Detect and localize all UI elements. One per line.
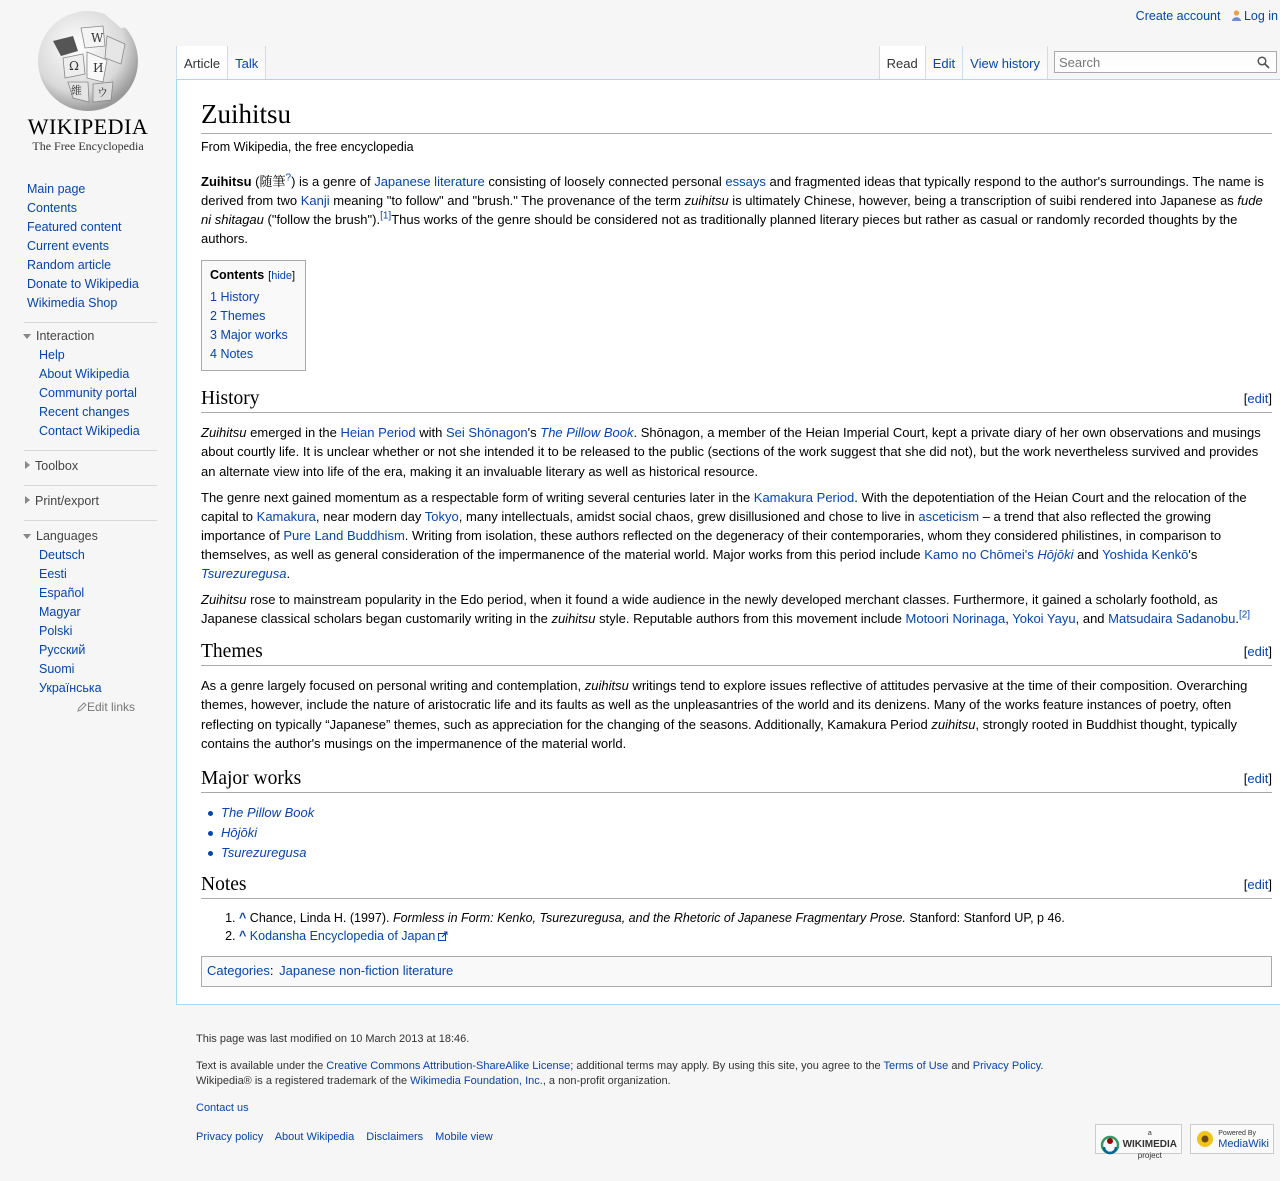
text: , strongly rooted in Buddhist thought, typically contains the author's musings on the impermanence of the material world. (201, 716, 1238, 751)
toc-number: 1 (210, 290, 217, 305)
nav-item[interactable] (0, 237, 176, 256)
kanji-help-link[interactable]: ? (285, 172, 292, 184)
link-kamo-no-chomei-hojoki[interactable] (924, 547, 1073, 562)
category-links (201, 956, 1272, 987)
text: ("follow the brush"). (263, 212, 381, 228)
user-icon (1232, 10, 1241, 21)
wikimedia-logo-icon (1100, 1135, 1120, 1155)
heading-text: Major works (201, 767, 302, 789)
svg-text:И: И (93, 61, 104, 75)
tab-view-history[interactable]: View history (962, 46, 1048, 80)
toc-item-history[interactable] (210, 288, 295, 307)
lang-deutsch[interactable]: Deutsch (39, 548, 85, 562)
text: a (1147, 1130, 1152, 1137)
toc-hide-toggle: [hide] (268, 270, 296, 283)
svg-text:Ω: Ω (69, 59, 79, 73)
section-heading-notes (201, 871, 1272, 899)
puzzle-globe-icon (33, 6, 143, 116)
create-account-link[interactable]: Create account (1135, 9, 1221, 23)
toc-label: Themes (220, 309, 266, 324)
link-kanji[interactable]: Kanji (300, 193, 330, 209)
footer-privacy-policy[interactable]: Privacy policy (196, 1131, 264, 1143)
toc-hide-link[interactable]: hide (271, 270, 293, 283)
section-edit-link[interactable]: edit (1247, 876, 1269, 892)
footer-about-wikipedia[interactable]: About Wikipedia (274, 1131, 355, 1143)
text: emerged in the (246, 425, 341, 441)
toc-number: 2 (210, 309, 217, 324)
text: with (415, 425, 446, 441)
heading-text: History (201, 388, 260, 410)
section-edit-link[interactable]: edit (1247, 391, 1269, 407)
text: Text is available under the (196, 1060, 327, 1072)
text: . With the depotentiation of the Heian Court and the relocation of the capital to (201, 489, 1247, 524)
content-area (176, 79, 1280, 1005)
toc-title (210, 268, 295, 282)
section-edit: [edit] (1243, 391, 1272, 407)
bold-term: Zuihitsu (201, 174, 252, 189)
svg-text:W: W (91, 31, 104, 45)
heading-text: Themes (201, 641, 263, 663)
text: , near modern day (315, 508, 425, 524)
section-edit: [edit] (1243, 644, 1272, 660)
text: , (1005, 611, 1013, 627)
nav-wikimedia-shop[interactable]: Wikimedia Shop (27, 296, 118, 310)
text: WIKIMEDIA (1122, 1139, 1178, 1150)
toc-item-themes[interactable] (210, 307, 295, 326)
italic-term: zuihitsu (931, 716, 976, 732)
lang-espanol[interactable]: Español (39, 586, 85, 600)
portal-printexport-heading: Print/export (35, 494, 99, 508)
portal-interaction-toggle[interactable] (0, 326, 157, 346)
pencil-icon (77, 702, 87, 712)
section-heading-history (201, 385, 1272, 413)
nav-about-wikipedia[interactable]: About Wikipedia (39, 367, 130, 381)
text: and fragmented ideas that typically respond to the author's surroundings. The name is derived from two (201, 174, 1264, 209)
link-yoshida-kenko[interactable]: Yoshida Kenkō (1102, 546, 1189, 562)
toc-number: 4 (210, 347, 217, 362)
mediawiki-badge-label (1218, 1128, 1269, 1150)
interaction-list (24, 346, 157, 441)
tab-read[interactable]: Read (879, 46, 925, 80)
navigation-list (0, 180, 176, 313)
text: . Writing from isolation, these authors reflected on the degeneracy of their contemporaries, whom they considered philistines, in comparison to themselves, as well as general consideration of the impermanence of the material world. Major works from this period include (201, 527, 1222, 562)
expand-triangle-icon (25, 461, 30, 469)
nav-item[interactable] (0, 218, 176, 237)
portal-toolbox-heading: Toolbox (35, 459, 79, 473)
toc-number: 3 (210, 328, 217, 343)
link-terms-of-use[interactable]: Terms of Use (883, 1060, 949, 1072)
portal-interaction (24, 322, 157, 441)
tab-edit[interactable]: Edit (925, 46, 962, 80)
backlink-caret[interactable]: ^ (239, 928, 247, 943)
toc-label: Major works (220, 328, 288, 343)
italic-term: fude ni shitagau (201, 193, 1263, 228)
list-item[interactable]: Hōjōki (221, 823, 1272, 843)
log-in-link[interactable] (1232, 9, 1278, 23)
list-item[interactable]: Tsurezuregusa (221, 843, 1272, 863)
lang-russian[interactable]: Русский (39, 643, 86, 657)
license-text (196, 1059, 1276, 1074)
nav-main-page[interactable]: Main page (27, 182, 86, 196)
powered-by-mediawiki-badge[interactable] (1190, 1124, 1274, 1154)
logo-tagline: The Free Encyclopedia (32, 139, 144, 153)
toc-item-notes[interactable] (210, 345, 295, 364)
nav-contact-wikipedia[interactable]: Contact Wikipedia (39, 424, 140, 438)
text: style. Reputable authors from this movement include (595, 611, 906, 627)
section-edit-link[interactable]: edit (1247, 644, 1269, 660)
link-text: Kamo no Chōmei's (924, 546, 1038, 562)
reference-1[interactable]: [1] (380, 210, 392, 222)
link-tsurezuregusa[interactable]: Tsurezuregusa (201, 566, 287, 582)
search-input[interactable] (1055, 52, 1253, 72)
text: . Shōnagon, a member of the Heian Imperial Court, kept a private diary of her own observations and musings about courtly life. It is unclear whether or not she intended it to be released to the public (sections of the work suggest that she did not), but the work nevertheless survived and provides an alternate view into life of the era, making it an invaluable literary as well as historical resource. (201, 425, 1261, 479)
toc-item-major-works[interactable] (210, 326, 295, 345)
trademark-text (196, 1074, 1276, 1089)
link-matsudaira-sadanobu[interactable]: Matsudaira Sadanobu (1108, 611, 1236, 627)
nav-item[interactable] (0, 275, 176, 294)
text: – a trend that also reflected the growing importance of (201, 508, 1212, 543)
section-edit: [edit] (1243, 876, 1272, 892)
nav-community-portal[interactable]: Community portal (39, 386, 137, 400)
text: , a non-profit organization. (542, 1075, 671, 1087)
link-kamakura-period[interactable]: Kamakura Period (753, 489, 855, 505)
text: 's (1188, 546, 1198, 562)
link-the-pillow-book[interactable]: The Pillow Book (540, 425, 634, 441)
intro-paragraph: Zuihitsu (随筆?) is a genre of Japanese literature consisting of loosely connected personal essays and fragmented ideas that typically respond to the author's surroundings. The name is derived from two Kanji meaning "to follow" and "brush." The provenance of the term zuihitsu is ultimately Chinese, however, being a transcription of suibi rendered into Japanese as fude ni shitagau ("follow the brush").[1]Thus works of the genre should be considered not as traditionally planned literary pieces but rather as casual or randomly recorded thoughts by the authors. (201, 172, 1264, 247)
list-item[interactable]: The Pillow Book (221, 803, 1272, 823)
contact-row (196, 1101, 1276, 1116)
nav-featured-content[interactable]: Featured content (27, 220, 122, 234)
wikimedia-badge-label (1123, 1128, 1177, 1161)
site-sub: From Wikipedia, the free encyclopedia (201, 140, 414, 154)
log-in-label: Log in (1243, 9, 1278, 23)
italic-title: Formless in Form: Kenko, Tsurezuregusa, and the Rhetoric of Japanese Fragmentary Prose. (392, 910, 906, 925)
edit-links[interactable] (0, 698, 157, 717)
contact-us-link[interactable]: Contact us (196, 1102, 249, 1114)
italic-term: zuihitsu (584, 678, 629, 694)
text: ; additional terms may apply. By using this site, you agree to the (570, 1060, 884, 1072)
wikipedia-logo[interactable] (0, 0, 176, 160)
portal-interaction-heading: Interaction (36, 329, 95, 343)
text: writings tend to explore issues reflective of attitudes pervasive at the time of their composition. Overarching themes, however, include the nature of aristocratic life and its faults as well as the unpleasantries of the world and its denizens. Many of the works feature instances of poetry, often reflecting on typically “Japanese” themes, such as appreciation for the changing of the seasons. Additionally, Kamakura Period (201, 678, 1248, 732)
text: : (269, 962, 274, 978)
nav-item[interactable] (0, 180, 176, 199)
text: MediaWiki (1218, 1138, 1269, 1150)
portal-printexport-toggle[interactable] (0, 491, 157, 511)
lang-magyar[interactable]: Magyar (39, 605, 81, 619)
link-pure-land-buddhism[interactable]: Pure Land Buddhism (283, 527, 405, 543)
nav-item[interactable] (0, 294, 176, 313)
lang-ukrainian[interactable]: Українська (39, 681, 102, 695)
history-paragraph-1 (201, 423, 1272, 480)
lang-suomi[interactable]: Suomi (39, 662, 75, 676)
text: Wikipedia® is a registered trademark of the (196, 1075, 411, 1087)
nav-contents[interactable]: Contents (27, 201, 78, 215)
nav-item[interactable] (0, 256, 176, 275)
major-works-list (201, 803, 1272, 863)
footer-icons (1091, 1124, 1274, 1160)
sidebar (0, 180, 176, 717)
themes-paragraph (201, 676, 1272, 752)
lang-polski[interactable]: Polski (39, 624, 73, 638)
page-title: Zuihitsu (201, 98, 1272, 134)
portal-languages (24, 520, 157, 717)
link-japanese-literature[interactable]: Japanese literature (374, 174, 485, 189)
link-heian-period[interactable]: Heian Period (340, 425, 416, 441)
table-of-contents (201, 260, 306, 371)
link-privacy-policy[interactable]: Privacy Policy (972, 1060, 1041, 1072)
text: As a genre largely focused on personal writing and contemplation, (201, 678, 585, 694)
collapse-triangle-icon (23, 334, 31, 339)
collapse-triangle-icon (23, 534, 31, 539)
namespace-tabs (176, 46, 266, 80)
history-paragraph-3 (201, 590, 1272, 628)
text: is ultimately Chinese, however, being a transcription of suibi rendered into Japanese as (728, 193, 1238, 209)
text: consisting of loosely connected personal (484, 174, 726, 189)
tab-article[interactable]: Article (176, 46, 227, 80)
text: , many intellectuals, amidst social chaos, grew disillusioned and chose to live in (458, 508, 919, 524)
search-box (1054, 51, 1277, 73)
languages-list (24, 546, 157, 698)
text: 's (527, 425, 541, 441)
footer-mobile-view[interactable]: Mobile view (435, 1131, 493, 1143)
heading-text: Notes (201, 873, 247, 895)
text: meaning "to follow" and "brush." The provenance of the term (329, 193, 685, 209)
link-motoori-norinaga[interactable]: Motoori Norinaga (905, 611, 1006, 627)
text: . (1235, 611, 1239, 627)
portal-printexport (24, 485, 157, 511)
last-modified: This page was last modified on 10 March 2013 at 18:46. (196, 1033, 470, 1045)
nav-recent-changes[interactable]: Recent changes (39, 405, 130, 419)
text: . (1040, 1060, 1044, 1072)
section-heading-themes (201, 638, 1272, 666)
link-sei-shonagon[interactable]: Sei Shōnagon (445, 425, 528, 441)
italic-term: Zuihitsu (201, 592, 247, 608)
section-heading-major-works (201, 765, 1272, 793)
text: project (1137, 1151, 1162, 1160)
portal-languages-toggle[interactable] (0, 526, 157, 546)
nav-help[interactable]: Help (39, 348, 65, 362)
logo-wordmark: WIKIPEDIA (27, 114, 149, 139)
link-kamakura[interactable]: Kamakura (256, 508, 316, 524)
tab-talk[interactable]: Talk (227, 46, 266, 80)
expand-triangle-icon (25, 496, 30, 504)
link-cc-by-sa[interactable]: Creative Commons Attribution-ShareAlike License (326, 1060, 571, 1072)
text: Powered By (1218, 1130, 1257, 1137)
toc-label: Notes (220, 347, 254, 362)
toc-label: History (220, 290, 260, 305)
link-wikimedia-foundation[interactable]: Wikimedia Foundation, Inc. (410, 1075, 543, 1087)
text: , and (1075, 611, 1109, 627)
nav-donate[interactable]: Donate to Wikipedia (27, 277, 139, 291)
text: and (1073, 546, 1103, 562)
nav-item[interactable] (0, 199, 176, 218)
italic-term: Zuihitsu (201, 425, 247, 441)
external-link-icon (438, 931, 448, 941)
svg-text:ウ: ウ (97, 86, 108, 99)
reference-2[interactable]: [2] (1238, 609, 1251, 621)
kanji: 随筆 (259, 174, 286, 189)
reference-item (239, 909, 1272, 927)
link-kodansha-encyclopedia[interactable]: Kodansha Encyclopedia of Japan (249, 928, 436, 943)
text: ) is a genre of (291, 174, 375, 189)
categories-link[interactable]: Categories (207, 962, 270, 978)
svg-text:維: 維 (71, 84, 82, 97)
history-paragraph-2 (201, 488, 1272, 583)
backlink-caret[interactable]: ^ (239, 910, 247, 925)
search-icon[interactable] (1257, 56, 1270, 69)
edit-links-label: Edit links (86, 700, 135, 714)
link-asceticism[interactable]: asceticism (918, 508, 980, 524)
italic-term: zuihitsu (684, 193, 729, 209)
text: Chance, Linda H. (1997). (249, 910, 393, 925)
portal-toolbox (24, 450, 157, 476)
nav-random-article[interactable]: Random article (27, 258, 112, 272)
toc-list (210, 288, 295, 364)
footer-disclaimers[interactable]: Disclaimers (366, 1131, 424, 1143)
references-list (201, 909, 1272, 945)
personal-tools (1128, 9, 1278, 23)
lang-eesti[interactable]: Eesti (39, 567, 67, 581)
portal-languages-heading: Languages (36, 529, 98, 543)
reference-item (239, 927, 1272, 945)
category-japanese-non-fiction[interactable]: Japanese non-fiction literature (279, 962, 454, 978)
text: and (948, 1060, 973, 1072)
text: The genre next gained momentum as a respectable form of writing several centuries later in the (201, 489, 754, 505)
italic-term: zuihitsu (551, 611, 596, 627)
link-essays[interactable]: essays (725, 174, 766, 189)
text: rose to mainstream popularity in the Edo period, when it found a wide audience in the newly developed merchant classes. Furthermore, it gained a scholarly foothold, as Japanese classical scholars began customarily writing in the (201, 592, 1218, 627)
portal-toolbox-toggle[interactable] (0, 456, 157, 476)
text: Thus works of the genre should be considered not as traditionally planned literary pieces but rather as casual or randomly recorded thoughts by the authors. (201, 212, 1238, 247)
text: . (286, 566, 291, 582)
link-tokyo[interactable]: Tokyo (424, 508, 459, 524)
toc-title-label: Contents (210, 268, 265, 283)
section-edit-link[interactable]: edit (1247, 770, 1269, 786)
text: Stanford: Stanford UP, p 46. (905, 910, 1065, 925)
nav-current-events[interactable]: Current events (27, 239, 109, 253)
view-tabs (879, 46, 1048, 80)
section-edit: [edit] (1243, 770, 1272, 786)
wikimedia-project-badge[interactable] (1095, 1124, 1182, 1160)
link-yokoi-yayu[interactable]: Yokoi Yayu (1012, 611, 1076, 627)
link-text-italic: Hōjōki (1037, 546, 1074, 562)
mediawiki-sunflower-icon (1195, 1129, 1215, 1149)
